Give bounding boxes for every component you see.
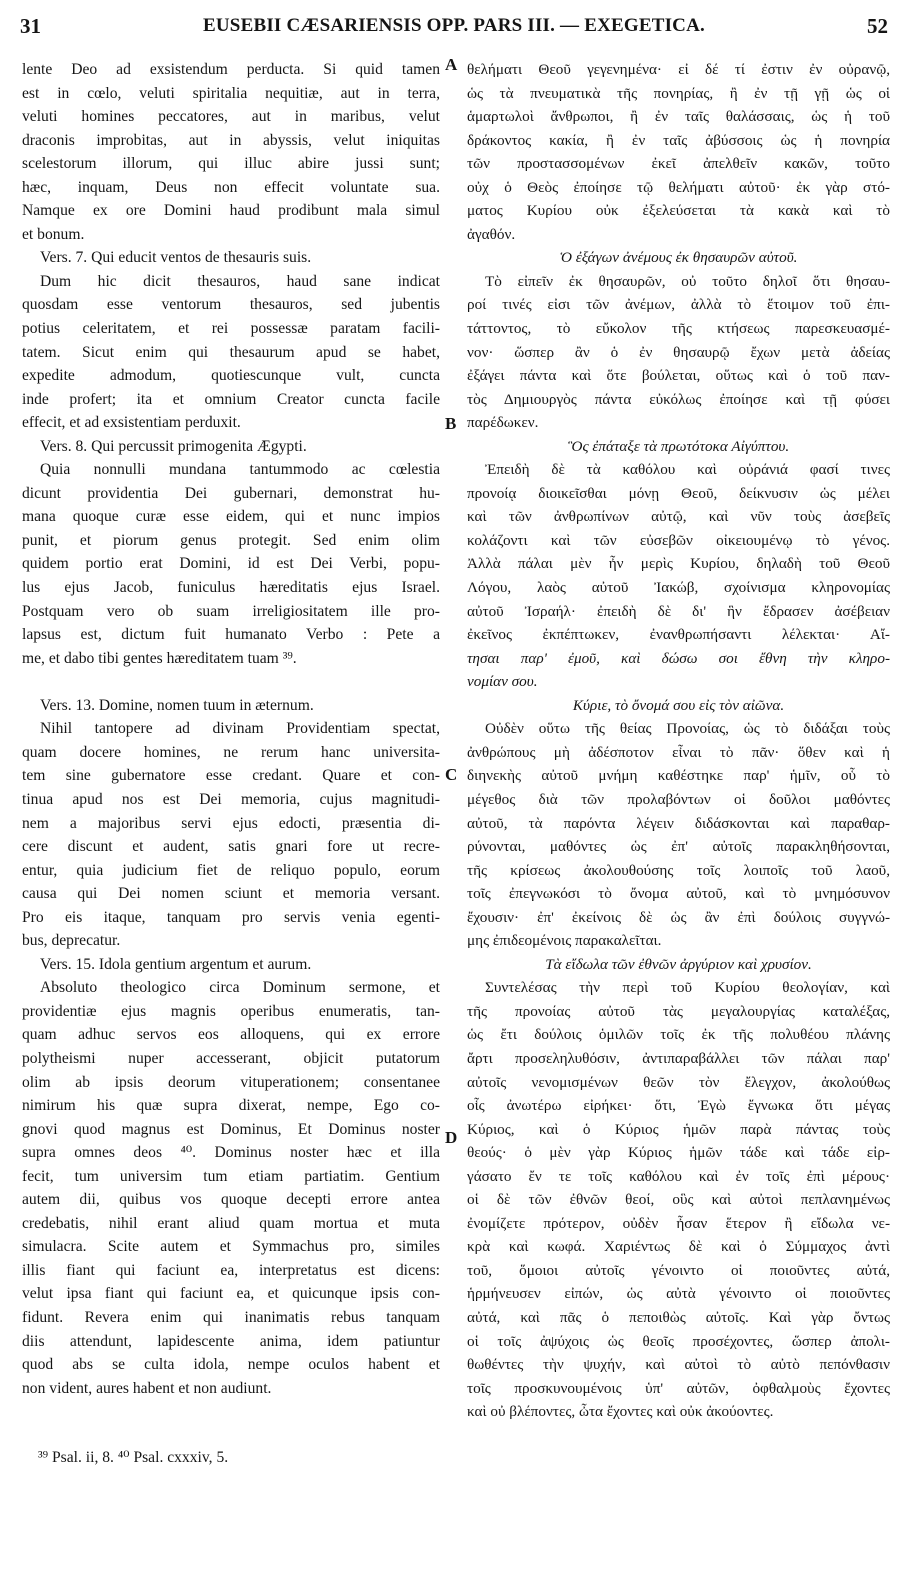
greek-line: κολάζοντι καὶ τῶν εὐσεβῶν οἰκειουμένῳ τὸ γένος. — [467, 531, 890, 549]
greek-line: ρύνονται, μαθόντες ὡς ἐπ' αὐτοῖς παρακληθήσονται, — [467, 838, 890, 856]
latin-line: draconis improbitas, aut in abyssis, velut iniquitas — [22, 131, 440, 149]
greek-line: ἐκεῖνος ἐκπέπτωκεν, ἐνανθρωπήσαντι λέλεκται· Αἴ- — [467, 626, 890, 644]
greek-line: τῆς προνοίας αὐτοῦ τὰς μεγαλουργίας καταλέξας, — [467, 1002, 890, 1020]
greek-line: νον· ὥσπερ ἂν ὁ ἐν θησαυρῷ ἔχων μετὰ ἀδείας — [467, 343, 890, 361]
latin-line: supra omnes deos ⁴⁰. Dominus noster hæc et illa — [22, 1144, 440, 1162]
greek-line: ματος Κυρίου οὐκ ἐξελεύσεται τὰ κακὰ καὶ τὸ — [467, 202, 890, 220]
greek-line: ὡς ἔτι δούλοις ὁμιλῶν τοῖς ἐκ τῆς πολυθέου πλάνης — [467, 1026, 890, 1044]
latin-line: hæc, inquam, Deus non effecit voluntate sua. — [22, 178, 440, 196]
greek-line: οἱ τοῖς ἀψύχοις ὡς θεοῖς προσέχοντες, ὥσπερ ἀπολι- — [467, 1332, 890, 1350]
greek-line: θελήματι Θεοῦ γεγενημένα· εἰ δέ τί ἐστιν ἐν οὐρανῷ, — [467, 61, 890, 78]
latin-line: Namque ex ore Domini haud prodibunt mala simul — [22, 202, 440, 220]
greek-column — [467, 58, 890, 1424]
greek-line: τοῖς ἐπεγνωκόσι τὸ ὄνομα αὐτοῦ, καὶ τὸ μνημόσυνον — [467, 885, 890, 903]
latin-line: lus ejus Jacob, funiculus hæreditatis ejus Israel. — [22, 579, 440, 597]
latin-line: veluti homines peccatores, aut in maribus, velut — [22, 108, 440, 126]
verse-heading: Vers. 13. Domine, nomen tuum in æternum. — [40, 696, 314, 714]
latin-line: lente Deo ad exsistendum perducta. Si quid tamen — [22, 61, 440, 78]
greek-verse-heading: Ὃς ἐπάταξε τὰ πρωτότοκα Αἰγύπτου. — [567, 437, 790, 455]
latin-line: quosdam esse ventorum thesauros, sed jubentis — [22, 296, 440, 314]
greek-line: μης ἐπιδεομένοις παρακαλεῖται. — [467, 932, 662, 950]
greek-line: Ἐπειδὴ δὲ τὰ καθόλου καὶ οὐράνιά φασί τινες — [485, 461, 890, 479]
margin-letter-a: A — [445, 55, 458, 74]
latin-line: tatem. Sicut enim qui thesaurum apud se habet, — [22, 343, 440, 361]
margin-letter-b: B — [445, 414, 457, 433]
greek-line: ροί τινές εἰσι τῶν ἀνέμων, ἀλλὰ τὸ ἕτοιμον τοῦ ἐπι- — [467, 296, 890, 314]
latin-line: providentiæ ejus magnis operibus enumeratis, tan- — [22, 1002, 440, 1020]
greek-line: ἔχουσιν· ἐπ' ἐκείνοις δὲ ὡς ἂν ἐπὶ δούλοις συγγνώ- — [467, 908, 890, 926]
greek-line: ἀγαθόν. — [467, 225, 516, 243]
latin-line: Nihil tantopere ad divinam Providentiam spectat, — [40, 720, 440, 738]
greek-line: καὶ οὐ βλέποντες, ὦτα ἔχοντες καὶ οὐκ ἀκούοντες. — [467, 1403, 774, 1421]
greek-verse-heading: Ὁ ἐξάγων ἀνέμους ἐκ θησαυρῶν αὐτοῦ. — [559, 249, 798, 267]
latin-line: scelestorum illorum, qui illuc abire jussi sunt; — [22, 155, 440, 173]
greek-line: Οὐδὲν οὕτω τῆς θείας Προνοίας, ὡς τὸ διδάξαι τοὺς — [485, 720, 890, 738]
greek-line: καὶ τῶν ἀνθρωπίνων αὐτῷ, καὶ νῦν τοὺς ἀσεβεῖς — [467, 508, 890, 526]
latin-line: quam docere homines, ne rerum hanc universita- — [22, 743, 440, 761]
greek-line: ἐξάγει πάντα καὶ ὅτε βούλεται, οὕτως καὶ ὁ τοῦ παν- — [467, 367, 890, 385]
greek-line: παρέδωκεν. — [467, 414, 539, 432]
latin-line: quidem portio erat Domini, id est Dei Verbi, popu- — [22, 555, 440, 573]
greek-line: δράκοντος κακία, ἢ ἐν ταῖς ἀβύσσοις ὡς ἡ πονηρία — [467, 131, 890, 149]
page-number-left: 31 — [20, 14, 41, 38]
verse-heading: Vers. 8. Qui percussit primogenita Ægypti. — [40, 437, 307, 455]
latin-line: me, et dabo tibi gentes hæreditatem tuam ³⁹. — [22, 649, 297, 667]
latin-line: tinua apud nos est Dei memoria, cujus magnitudi- — [22, 790, 440, 808]
greek-line: θεούς· ὁ μὲν γὰρ Κύριος ἡμῶν τάδε καὶ τάδε εἰρ- — [467, 1144, 890, 1162]
latin-line: inde profert; ita et omnium Creator cuncta facile — [22, 390, 440, 408]
margin-letter-d: D — [445, 1128, 458, 1147]
latin-line: autem dii, quibus vos quoque decepti errore antea — [22, 1191, 440, 1209]
greek-line: τοῖς προσκυνουμένοις ὑπ' αὐτῶν, ὀφθαλμοὺς ἔχοντες — [467, 1379, 890, 1397]
greek-line: προνοίᾳ διοικεῖσθαι μόνῃ Θεοῦ, δείκνυσιν ὡς μέλει — [467, 484, 890, 502]
greek-line: ἀνθρώπους μὴ ἀδέσποτον εἶναι τὸ πᾶν· ὅθεν καὶ ἡ — [467, 743, 890, 761]
latin-line: nimirum his quæ supra dixerat, nempe, Ego co- — [22, 1097, 440, 1115]
latin-line: et bonum. — [22, 225, 85, 243]
latin-line: potius celeritatem, et rei possessæ paratam facili- — [22, 320, 440, 338]
latin-line: fecit, tum universim tum etiam partiatim. Gentium — [22, 1167, 440, 1185]
greek-line: τησαι παρ' ἐμοῦ, καὶ δώσω σοι ἔθνη τὴν κληρο- — [467, 649, 890, 667]
greek-line: γάσατο ἔν τε τοῖς καθόλου καὶ ἐν τοῖς ἐπὶ μέρους· — [467, 1167, 890, 1185]
greek-line: αὐτοῖς νενομισμένων θεῶν τὸν ἔλεγχον, ἀκολούθως — [467, 1073, 890, 1091]
latin-line: polytheismi nuper accesserant, objicit putatorum — [22, 1049, 440, 1067]
greek-verse-heading: Τὰ εἴδωλα τῶν ἐθνῶν ἀργύριον καὶ χρυσίον. — [545, 955, 812, 973]
greek-line: ἁμαρτωλοὶ ἄνθρωποι, ἢ ἐν ταῖς θαλάσσαις, ὡς ἡ τοῦ — [467, 108, 890, 126]
greek-line: ἄρτι προσεληλυθόσιν, ἀντιπαραβάλλει τῶν πάλαι παρ' — [467, 1049, 890, 1067]
latin-line: fidunt. Revera enim qui inanimatis rebus tanquam — [22, 1308, 440, 1326]
latin-line: tem sine gubernatore esse credant. Quare et con- — [22, 767, 440, 785]
greek-line: θωθέντες τὴν ψυχήν, καὶ αὐτοὶ τὸ αὐτὸ πεπόνθασιν — [467, 1356, 890, 1374]
latin-line: nem a majoribus servi ejus edocti, præsentia di- — [22, 814, 440, 832]
latin-line: gnovi quod magnus est Dominus, Et Dominus noster — [22, 1120, 440, 1138]
latin-line: cere discunt et audent, satis gnari fore ut recre- — [22, 838, 440, 856]
latin-line: bus, deprecatur. — [22, 932, 121, 950]
latin-line: punit, et piorum genus protegit. Sed enim olim — [22, 531, 440, 549]
latin-line: Postquam vero ob suam irreligiositatem ille pro- — [22, 602, 440, 620]
greek-line: Τὸ εἰπεῖν ἐκ θησαυρῶν, οὐ τοῦτο δηλοῖ ὅτι θησαυ- — [485, 272, 890, 290]
latin-line: credebatis, nihil erant aliud quam mortua et muta — [22, 1214, 440, 1232]
latin-line: lapsus est, dictum fuit humanato Verbo : Pete a — [22, 626, 440, 644]
running-title: EUSEBII CÆSARIENSIS OPP. PARS III. — EXEGETICA. — [203, 15, 705, 36]
greek-line: ἡρμήνευσεν εἰπών, ὡς αὐτὰ γένοιντο οἱ ποιοῦντες — [467, 1285, 890, 1303]
margin-letter-c: C — [445, 765, 458, 784]
running-header — [20, 14, 888, 42]
greek-line: Λόγου, λαὸς αὐτοῦ Ἰακώβ, σχοίνισμα κληρονομίας — [467, 579, 890, 597]
greek-verse-heading: Κύριε, τὸ ὄνομά σου εἰς τὸν αἰῶνα. — [572, 696, 785, 714]
latin-line: quod abs se culta idola, nempe oculos habent et — [22, 1356, 440, 1374]
greek-line: αὐτοῦ Ἰσραήλ· ἐπειδὴ δὲ δι' ἣν ἔδρασεν ἀσέβειαν — [467, 602, 890, 620]
verse-heading: Vers. 7. Qui educit ventos de thesauris suis. — [40, 249, 312, 267]
greek-line: τοῦ, ὅμοιοι αὐτοῖς γένοιντο οἱ ποιοῦντες αὐτά, — [467, 1261, 890, 1279]
latin-line: entur, quia judicium fiet de reliquo populo, eorum — [22, 861, 440, 879]
footnotes: ³⁹ Psal. ii, 8. ⁴⁰ Psal. cxxxiv, 5. — [38, 1449, 229, 1466]
greek-line: νομίαν σου. — [467, 673, 538, 691]
latin-line: est in cœlo, veluti spiritalia nequitiæ, aut in terra, — [22, 84, 440, 102]
latin-column — [22, 58, 440, 1400]
latin-line: simulacra. Scite autem et Symmachus pro, similes — [22, 1238, 440, 1256]
greek-line: αὐτά, καὶ πᾶς ὁ πεποιθὼς αὐτοῖς. Καὶ γὰρ ὄντως — [467, 1308, 890, 1326]
latin-line: effecit, et ad exsistentiam perduxit. — [22, 414, 241, 432]
greek-line: μέγεθος διὰ τῶν προλαβόντων οἱ δοῦλοι μαθόντες — [467, 790, 890, 808]
latin-line: velut ipsa fiant qui faciunt ea, et quicunque ipsis con- — [22, 1285, 440, 1303]
latin-line: mana quoque curæ esse eidem, qui et nunc impios — [22, 508, 440, 526]
greek-line: οἷς ἀνωτέρω εἰρήκει· ὅτι, Ἐγὼ ἔγνωκα ὅτι μέγας — [467, 1097, 890, 1115]
greek-line: οὐχ ὁ Θεὸς ἐποίησε τῷ θελήματι αὐτοῦ· ἐκ γὰρ στό- — [467, 178, 890, 196]
greek-line: οἱ δὲ τῶν ἐθνῶν θεοί, οὓς καὶ αὐτοὶ πεπλανημένως — [467, 1191, 890, 1209]
page-number-right: 52 — [867, 14, 888, 38]
greek-line: ἐνομίζετε πρότερον, οὐδὲν ἦσαν ἕτερον ἢ εἴδωλα νε- — [467, 1214, 890, 1232]
spacer — [22, 670, 440, 694]
latin-line: expedite admodum, quotiescunque vult, cuncta — [22, 367, 440, 385]
latin-line: diis attendunt, lapidescente anima, idem patiuntur — [22, 1332, 440, 1350]
greek-line: τὸς Δημιουργὸς πάντα εὐκόλως ἐποίησε καὶ τῇ φύσει — [467, 390, 890, 408]
latin-line: quam adhuc servos eos alloquens, qui ex errore — [22, 1026, 440, 1044]
greek-line: ὡς τὰ πνευματικὰ τῆς πονηρίας, ἢ ἐν τῇ γῇ ὡς οἱ — [467, 84, 890, 102]
greek-line: τάττοντος, τὸ εὔκολον τῆς κτήσεως παρεσκευασμέ- — [467, 320, 890, 338]
greek-line: αὐτοῦ, τὰ παρόντα λέγειν διδάσκονται καὶ παραθαρ- — [467, 814, 890, 832]
greek-line: Κύριος, καὶ ὁ Κύριος ἡμῶν παρὰ πάντας τοὺς — [467, 1120, 890, 1138]
latin-line: Pro eis itaque, tanquam pro servis venia egenti- — [22, 908, 440, 926]
latin-line: non vident, aures habent et non audiunt. — [22, 1379, 272, 1397]
latin-line: Dum hic dicit thesauros, haud sane indicat — [40, 272, 440, 290]
verse-heading: Vers. 15. Idola gentium argentum et aurum. — [40, 955, 312, 973]
greek-line: Ἀλλὰ πάλαι μὲν ἦν μερὶς Κυρίου, δηλαδὴ τοῦ Θεοῦ — [467, 555, 890, 573]
latin-line: causa qui Dei nomen sciunt et memoria versant. — [22, 885, 440, 903]
greek-line: διηνεκὴς αὐτοῦ μνήμη καθέστηκε παρ' ἡμῖν, οὗ τὸ — [467, 767, 890, 785]
greek-line: Συντελέσας τὴν περὶ τοῦ Κυρίου θεολογίαν, καὶ — [485, 979, 890, 997]
latin-line: Quia nonnulli mundana tantummodo ac cœlestia — [40, 461, 440, 479]
latin-line: Absoluto theologico circa Dominum sermone, et — [40, 979, 440, 997]
latin-line: illis fiant qui faciunt ea, interpretatus est dicens: — [22, 1261, 440, 1279]
latin-line: dicunt providentia Dei gubernari, demonstrat hu- — [22, 484, 440, 502]
greek-line: τῶν προστασσομένων ἐκεῖ ἀπελθεῖν κακῶν, τοῦτο — [467, 155, 890, 173]
greek-line: τῆς κρίσεως ἀκολουθούσης τοῖς λοιποῖς τοῦ λαοῦ, — [467, 861, 890, 879]
latin-line: olim ab ipsis deorum vituperationem; consentanee — [22, 1073, 440, 1091]
greek-line: κρὰ καὶ κωφά. Χαριέντως δὲ καὶ ὁ Σύμμαχος ἀντὶ — [467, 1238, 890, 1256]
